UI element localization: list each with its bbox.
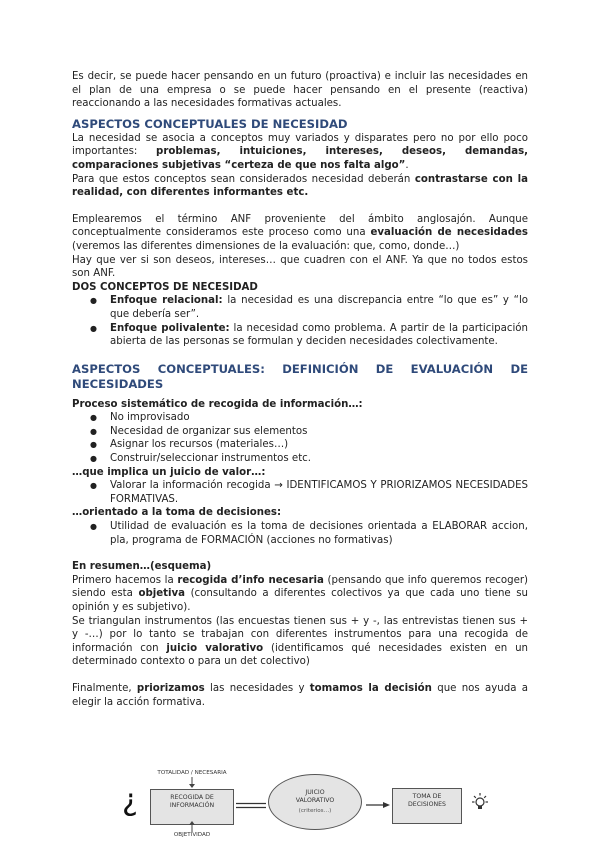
ellipse-juicio-valorativo: JUICIO VALORATIVO (criterios…)	[268, 774, 362, 830]
subheading-resumen: En resumen…(esquema)	[72, 561, 212, 573]
subheading-juicio: …que implica un juicio de valor…:	[72, 466, 266, 478]
paragraph-resumen-3: Finalmente, priorizamos las necesidades y tomamos la decisión que nos ayuda a elegir la acción formativa.	[72, 682, 528, 708]
paragraph-anf: Emplearemos el término ANF proveniente del ámbito anglosajón. Aunque conceptualmente consideramos este proceso como una evaluación de necesidades (veremos las diferentes dimensiones de la evaluación: que, como, donde…)	[72, 213, 528, 252]
section-title-evaluacion: ASPECTOS CONCEPTUALES: DEFINICIÓN DE EVALUACIÓN DE NECESIDADES	[72, 361, 528, 391]
top-arrow-icon	[188, 777, 196, 788]
list-item: ● Asignar los recursos (materiales…)	[110, 438, 528, 452]
juicio-list	[72, 479, 528, 506]
section-title-necesidad: ASPECTOS CONCEPTUALES DE NECESIDAD	[72, 116, 348, 131]
diagram-bottom-label: OBJETIVIDAD	[173, 832, 211, 838]
list-item: ● Utilidad de evaluación es la toma de decisiones orientada a ELABORAR accion, pla, programa de FORMACIÓN (acciones no formativas)	[110, 520, 528, 547]
paragraph-anf-2: Hay que ver si son deseos, intereses… que cuadren con el ANF. Ya que no todos estos son ANF.	[72, 254, 528, 280]
paragraph-necesidad-1: La necesidad se asocia a conceptos muy variados y disparates pero no por ello poco importantes: problemas, intuiciones, intereses, deseos, demandas, comparaciones subjetivas “certeza de que nos falta algo”.	[72, 132, 529, 171]
lightbulb-icon	[469, 792, 491, 814]
subheading-dos-conceptos: DOS CONCEPTOS DE NECESIDAD	[72, 281, 258, 293]
proceso-list	[72, 411, 528, 465]
diagram-top-label: TOTALIDAD / NECESARIA	[157, 770, 227, 776]
list-item: ● Enfoque polivalente: la necesidad como problema. A partir de la participación abierta de las personas se formulan y deciden necesidades colectivamente.	[110, 322, 528, 349]
paragraph-resumen-1: Primero hacemos la recogida d’info necesaria (pensando que info queremos recoger) siendo esta objetiva (consultando a diferentes colectivos ya que cada uno tiene su opinión y es subjetivo).	[72, 574, 528, 613]
box-recogida-informacion: RECOGIDA DE INFORMACIÓN	[150, 789, 234, 825]
subheading-proceso: Proceso sistemático de recogida de información…:	[72, 398, 363, 410]
process-diagram	[120, 768, 500, 848]
intro-paragraph: Es decir, se puede hacer pensando en un futuro (proactiva) e incluir las necesidades en el plan de una empresa o se puede hacer pensando en el presente (reactiva) reaccionando a las necesidades formativas actuales.	[72, 71, 528, 110]
list-item: ● Necesidad de organizar sus elementos	[110, 425, 528, 439]
bottom-arrow-icon	[188, 821, 196, 832]
list-item: ● Construir/seleccionar instrumentos etc.	[110, 452, 528, 466]
double-line-connector	[236, 802, 266, 810]
concepts-list	[72, 294, 528, 348]
decisiones-list	[72, 520, 528, 547]
list-item: ● Enfoque relacional: la necesidad es una discrepancia entre “lo que es” y “lo que debería ser”.	[110, 294, 528, 321]
subheading-decisiones: …orientado a la toma de decisiones:	[72, 507, 282, 519]
paragraph-necesidad-2: Para que estos conceptos sean considerados necesidad deberán contrastarse con la realidad, con diferentes informantes etc.	[72, 173, 528, 199]
arrow-right-icon	[366, 801, 390, 809]
document-body	[72, 70, 528, 709]
question-mark-icon: ¿	[122, 783, 138, 818]
list-item: ● Valorar la información recogida → IDENTIFICAMOS Y PRIORIZAMOS NECESIDADES FORMATIVAS.	[110, 479, 528, 506]
list-item: ● No improvisado	[110, 411, 528, 425]
paragraph-resumen-2: Se triangulan instrumentos (las encuestas tienen sus + y -, las entrevistas tienen sus + y -…) por lo tanto se trabajan con diferentes instrumentos para una recogida de información con juicio valorativo (identificamos qué necesidades existen en un determinado contexto o para un det colectivo)	[72, 615, 528, 668]
box-toma-decisiones: TOMA DE DECISIONES	[392, 788, 462, 824]
